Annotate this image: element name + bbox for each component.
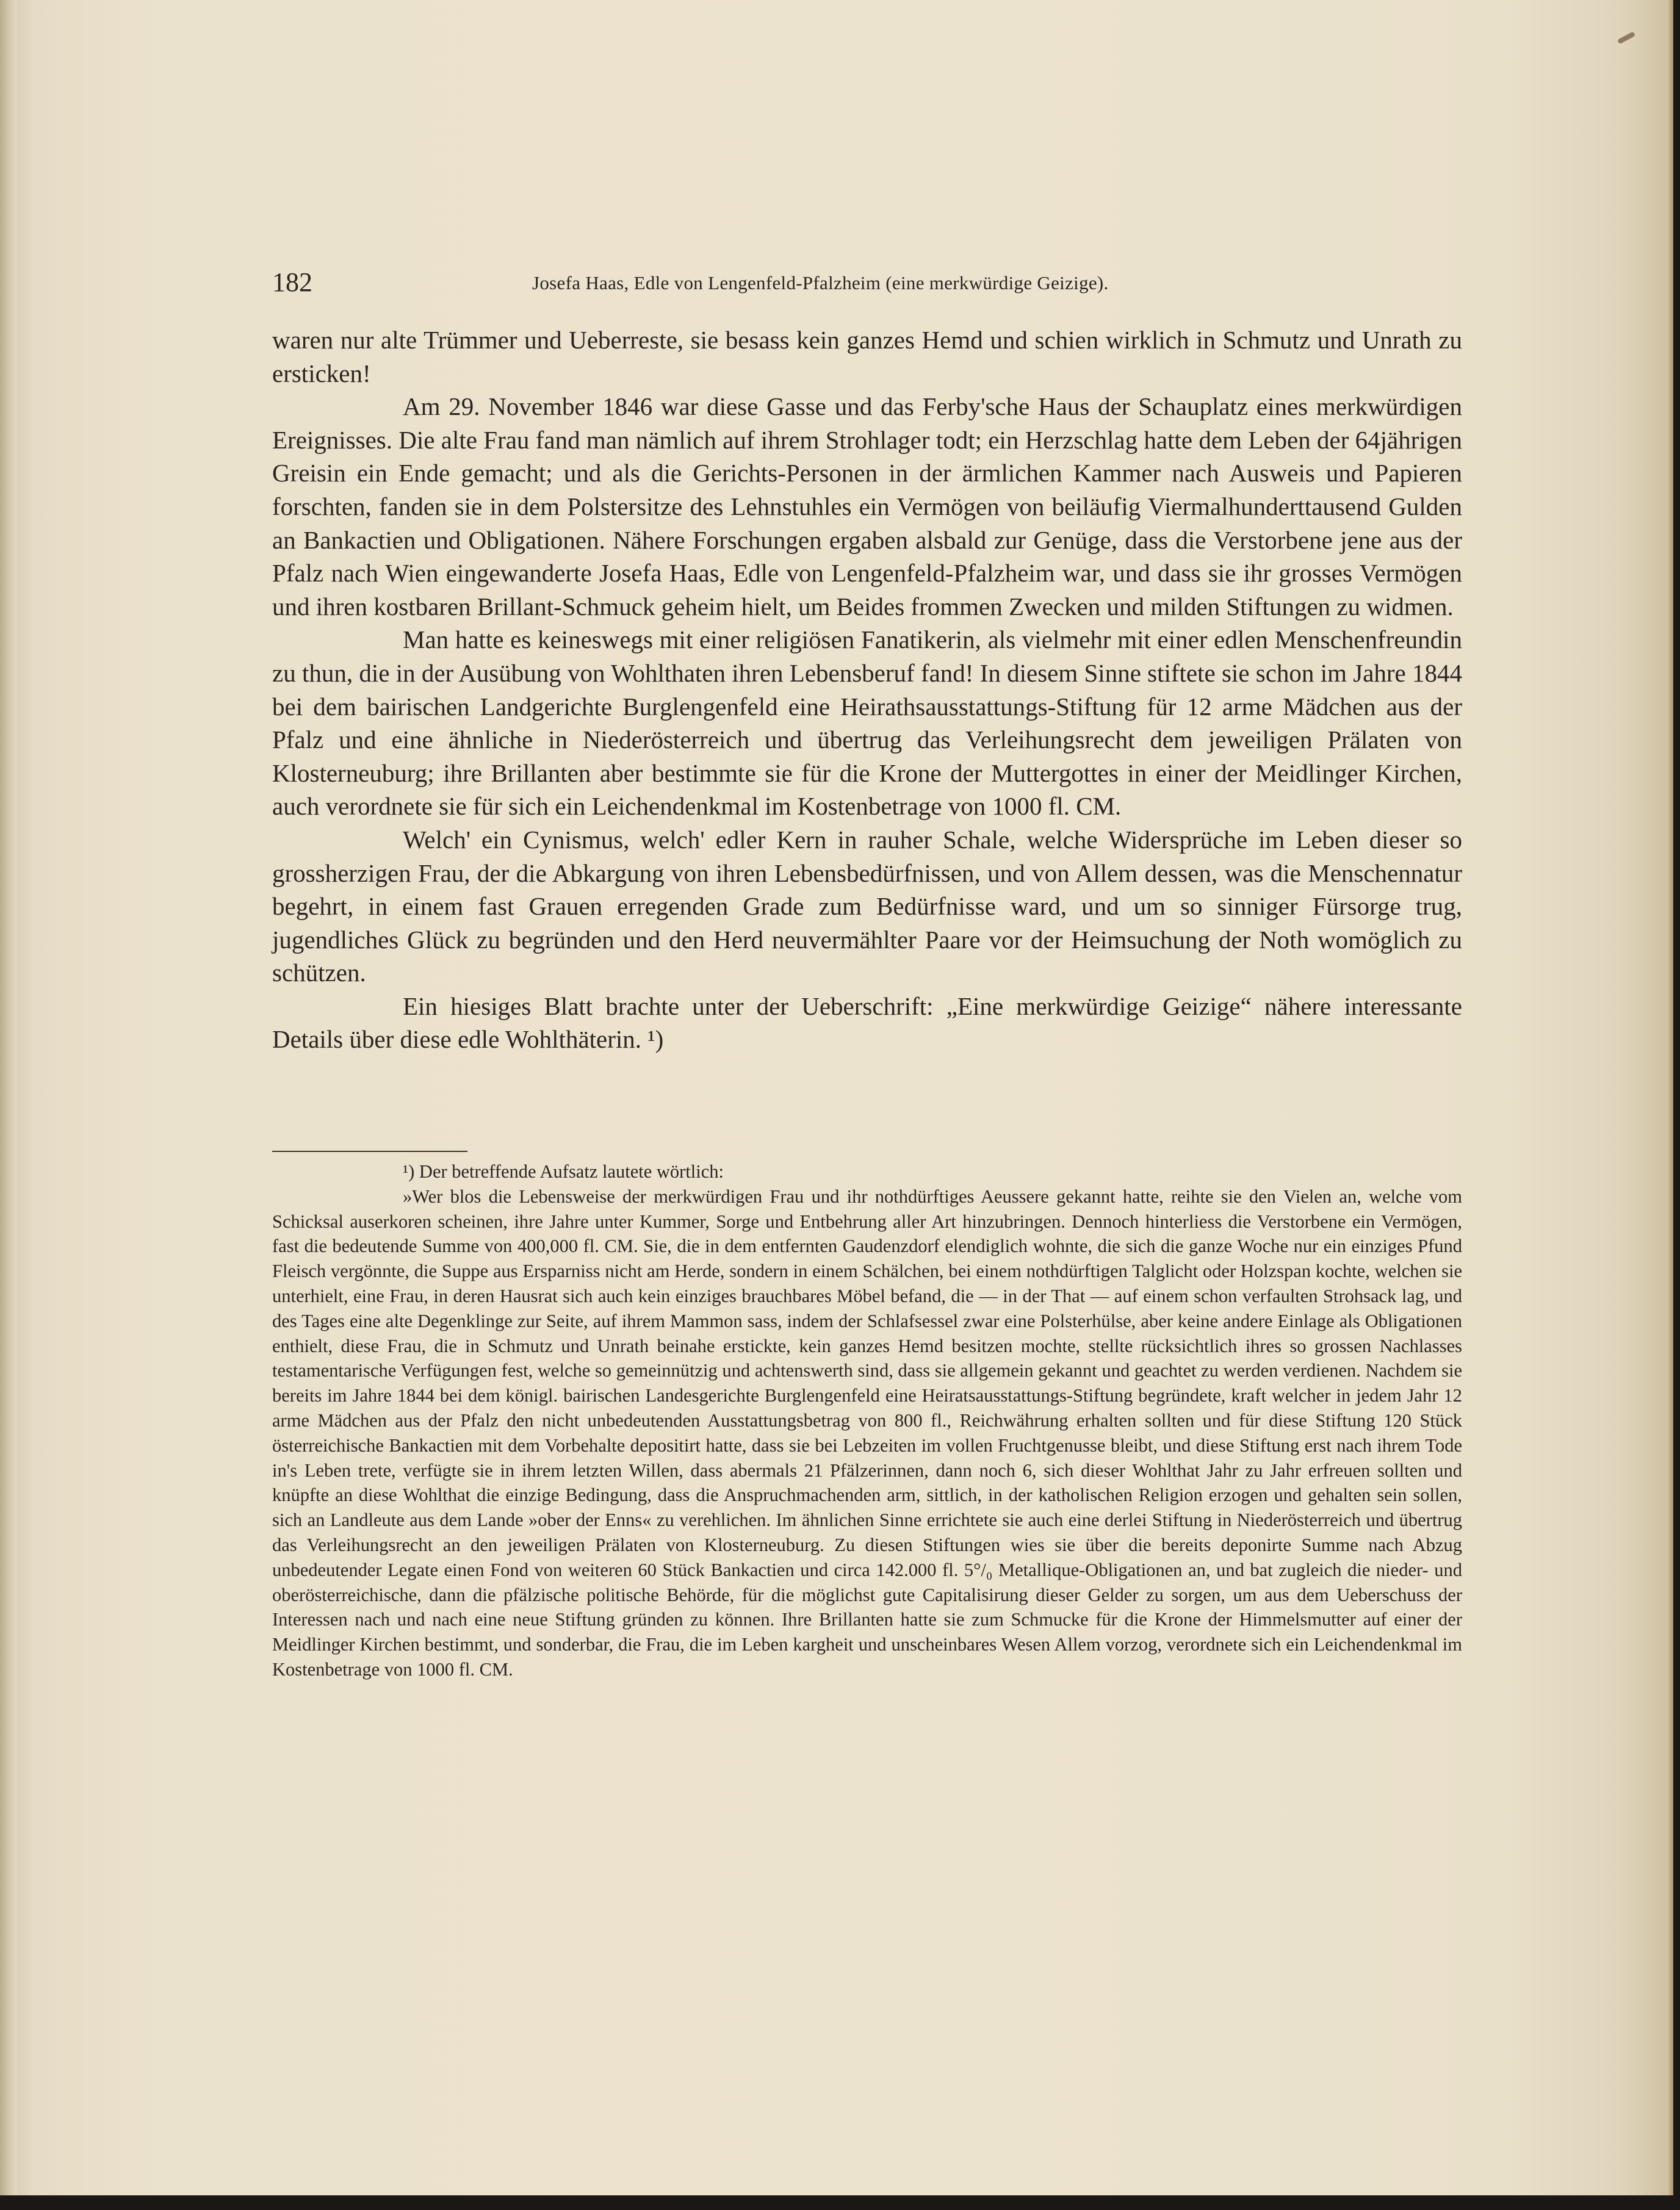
page-outer-edge: [1667, 0, 1673, 2195]
page-gutter-edge: [0, 0, 17, 2195]
running-title: Josefa Haas, Edle von Lengenfeld-Pfalzheim (eine merkwürdige Geizige).: [532, 272, 1109, 293]
footnote-quote: »Wer blos die Lebensweise der merkwürdigen Frau und ihr nothdürftiges Aeussere gekannt hatte, reihte sie den Vielen an, welche vom Schicksal auserkoren scheinen, ihre Jahre unter Kummer, Sorge und Entbehrung aller Art hinzubringen. Dennoch hinterliess die Verstorbene ein Vermögen, fast die bedeutende Summe von 400,000 fl. CM. Sie, die in dem entfernten Gaudenzdorf elendiglich wohnte, die sich die ganze Woche nur ein einziges Pfund Fleisch vergönnte, die Suppe aus Ersparniss nicht am Herde, sondern in einem Schälchen, bei einem nothdürftigen Talglicht oder Holzspan kochte, welchen sie unterhielt, eine Frau, in deren Hausrat sich auch kein einziges brauchbares Möbel befand, die — in der That — auf einem schon verfaulten Strohsack lag, und des Tages eine alte Degenklinge zur Seite, auf ihrem Mammon sass, indem der Schlafsessel zwar eine Polsterhülse, aber keine andere Einlage als Obligationen enthielt, diese Frau, die in Schmutz und Unrath beinahe erstickte, kein ganzes Hemd besitzen mochte, stellte rücksichtlich ihres so grossen Nachlasses testamentarische Verfügungen fest, welche so gemeinnützig und achtenswerth sind, dass sie allgemein gekannt und geachtet zu werden verdienen. Nachdem sie bereits im Jahre 1844 bei dem königl. bairischen Landesgerichte Burglengenfeld eine Heiratsausstattungs-Stiftung begründete, kraft welcher in jedem Jahr 12 arme Mädchen aus der Pfalz den nicht unbedeutenden Ausstattungsbetrag von 800 fl., Reichwährung erhalten sollten und für diese Stiftung 120 Stück österreichische Bankactien mit dem Vorbehalte depositirt hatte, dass sie bei Lebzeiten im vollen Fruchtgenusse bleibt, und diese Stiftung erst nach ihrem Tode in's Leben trete, verfügte sie in ihrem letzten Willen, dass abermals 21 Pfälzerinnen, dann noch 6, sich dieser Wohlthat Jahr zu Jahr erfreuen sollten und knüpfte an diese Wohlthat die einzige Bedingung, dass die Anspruchmachenden arm, sittlich, in der katholischen Religion erzogen und gehalten sein sollen, sich an Landleute aus dem Lande »ober der Enns« zu verehlichen. Im ähnlichen Sinne errichtete sie auch eine derlei Stiftung in Niederösterreich und übertrug das Verleihungsrecht an den jeweiligen Prälaten von Klosterneuburg. Zu diesen Stiftungen wies sie über die bereits deponirte Summe nach Abzug unbedeutender Legate einen Fond von weiteren 60 Stück Bankactien und circa 142.000 fl. 5°/₀ Metallique-Obligationen an, und bat zugleich die nieder- und oberösterreichische, dann die pfälzische politische Behörde, für die möglichst gute Capitalisirung dieser Gelder zu sorgen, um aus dem Ueberschuss der Interessen nach und nach eine neue Stiftung gründen zu können. Ihre Brillanten hatte sie zum Schmucke für die Krone der Himmelsmutter auf einer der Meidlinger Kirchen bestimmt, und sonderbar, die Frau, die im Leben kargheit und unscheinbares Wesen Allem vorzog, verordnete sich ein Leichendenkmal im Kostenbetrage von 1000 fl. CM.: [272, 1186, 1462, 1680]
page-header: [272, 264, 1462, 301]
main-body-text: [272, 323, 1462, 1056]
body-paragraph: Ein hiesiges Blatt brachte unter der Ueberschrift: „Eine merkwürdige Geizige“ nähere interessante Details über diese edle Wohlthäterin. ¹): [272, 992, 1462, 1054]
page-number: 182: [272, 267, 312, 297]
body-paragraph: Am 29. November 1846 war diese Gasse und das Ferby'sche Haus der Schauplatz eines merkwürdigen Ereignisses. Die alte Frau fand man nämlich auf ihrem Strohlager todt; ein Herzschlag hatte dem Leben der 64jährigen Greisin ein Ende gemacht; und als die Gerichts-Personen in der ärmlichen Kammer nach Ausweis und Papieren forschten, fanden sie in dem Polstersitze des Lehnstuhles ein Vermögen von beiläufig Viermalhunderttausend Gulden an Bankactien und Obligationen. Nähere Forschungen ergaben alsbald zur Genüge, dass die Verstorbene jene aus der Pfalz nach Wien eingewanderte Josefa Haas, Edle von Lengenfeld-Pfalzheim war, und dass sie ihr grosses Vermögen und ihren kostbaren Brillant-Schmuck geheim hielt, um Beides frommen Zwecken und milden Stiftungen zu widmen.: [272, 392, 1462, 621]
body-paragraph: Man hatte es keineswegs mit einer religiösen Fanatikerin, als vielmehr mit einer edlen Menschenfreundin zu thun, die in der Ausübung von Wohlthaten ihren Lebensberuf fand! In diesem Sinne stiftete sie schon im Jahre 1844 bei dem bairischen Landgerichte Burglengenfeld eine Heirathsausstattungs-Stiftung für 12 arme Mädchen aus der Pfalz und eine ähnliche in Niederösterreich und übertrug das Verleihungsrecht dem jeweiligen Prälaten von Klosterneuburg; ihre Brillanten aber bestimmte sie für die Krone der Muttergottes in einer der Meidlinger Kirchen, auch verordnete sie für sich ein Leichendenkmal im Kostenbetrage von 1000 fl. CM.: [272, 625, 1462, 821]
footnote-intro: ¹) Der betreffende Aufsatz lautete wörtlich:: [403, 1161, 724, 1182]
corner-stain-mark: [1617, 31, 1635, 44]
body-paragraph: Welch' ein Cynismus, welch' edler Kern in rauher Schale, welche Widersprüche im Leben dieser so grossherzigen Frau, der die Abkargung von ihren Lebensbedürfnissen, und von Allem dessen, was die Menschennatur begehrt, in einem fast Grauen erregenden Grade zum Bedürfnisse ward, und um so sinniger Fürsorge trug, jugendliches Glück zu begründen und den Herd neuvermählter Paare vor der Heimsuchung der Noth womöglich zu schützen.: [272, 825, 1462, 987]
footnote-block: [272, 1159, 1462, 1682]
body-paragraph: waren nur alte Trümmer und Ueberreste, sie besass kein ganzes Hemd und schien wirklich in Schmutz und Unrath zu ersticken!: [272, 326, 1462, 387]
footnote-divider: [272, 1151, 467, 1152]
